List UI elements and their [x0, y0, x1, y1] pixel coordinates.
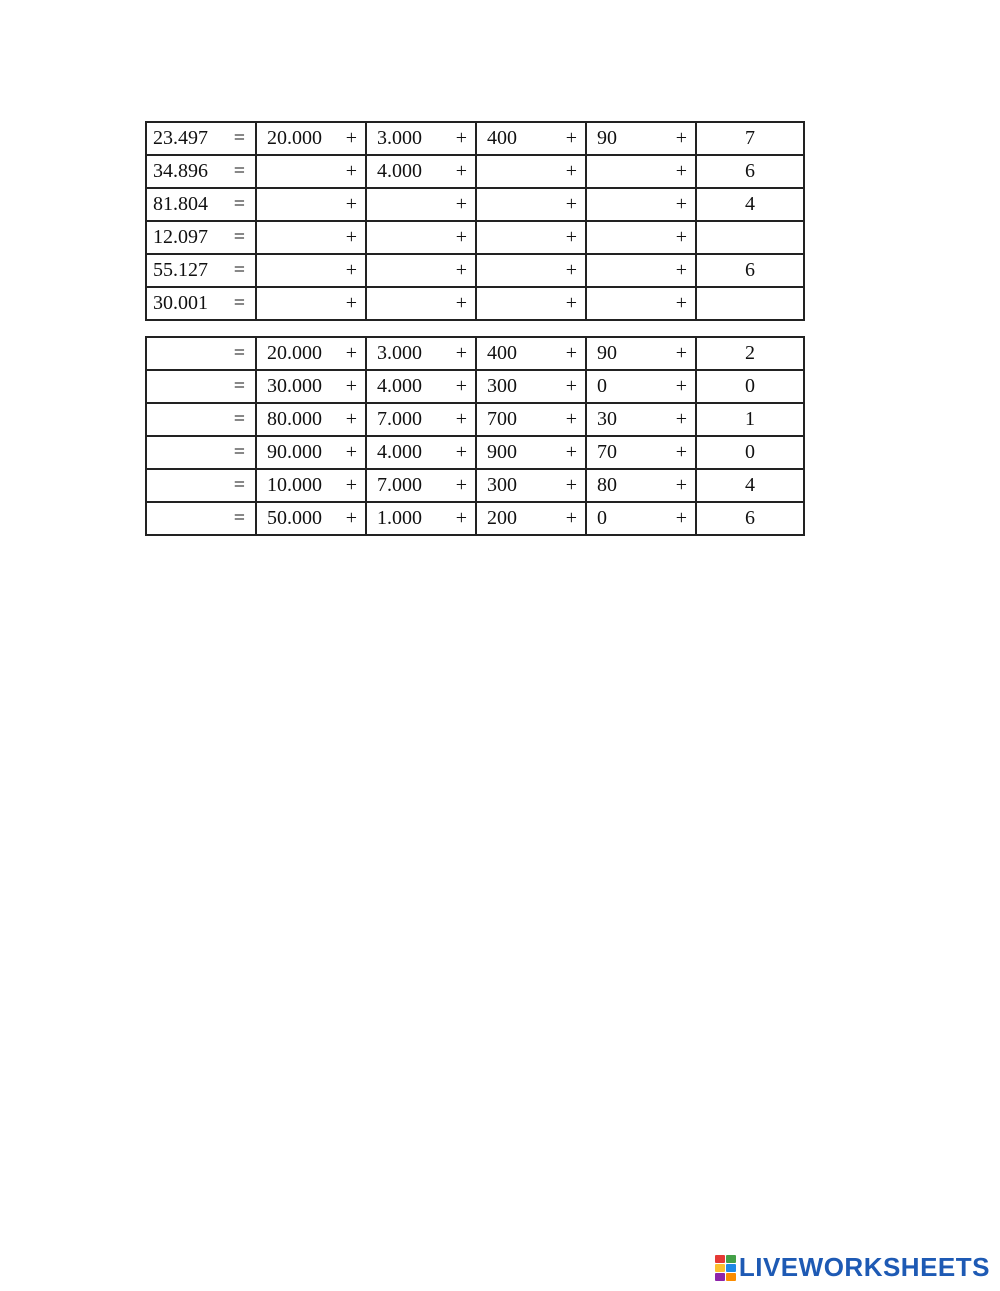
equals-sign: = — [233, 160, 245, 182]
place-value-cell[interactable] — [476, 403, 586, 436]
plus-sign: + — [455, 259, 467, 281]
place-value-cell[interactable] — [256, 188, 366, 221]
place-value-cell[interactable] — [366, 254, 476, 287]
plus-sign: + — [455, 193, 467, 215]
plus-sign: + — [675, 160, 687, 182]
equals-sign: = — [233, 474, 245, 496]
logo-square — [715, 1264, 725, 1272]
plus-sign: + — [455, 474, 467, 496]
decomposition-table-2 — [145, 336, 805, 536]
plus-sign: + — [565, 474, 577, 496]
plus-sign: + — [345, 193, 357, 215]
table-row — [146, 155, 804, 188]
plus-sign: + — [345, 226, 357, 248]
equals-sign: = — [233, 193, 245, 215]
place-value: 90.000 — [267, 441, 322, 463]
place-value-cell[interactable] — [256, 221, 366, 254]
equals-sign: = — [233, 127, 245, 149]
equals-sign: = — [233, 441, 245, 463]
units-cell: 0 — [696, 436, 804, 469]
units-cell: 6 — [696, 254, 804, 287]
place-value: 90 — [597, 342, 617, 364]
place-value: 300 — [487, 375, 517, 397]
place-value: 20.000 — [267, 342, 322, 364]
equals-sign: = — [233, 259, 245, 281]
place-value-cell[interactable] — [366, 155, 476, 188]
place-value-cell[interactable] — [366, 287, 476, 320]
place-value: 70 — [597, 441, 617, 463]
equals-sign: = — [233, 375, 245, 397]
place-value-cell[interactable] — [586, 370, 696, 403]
place-value-cell[interactable] — [366, 502, 476, 535]
place-value: 20.000 — [267, 127, 322, 149]
place-value-cell[interactable] — [586, 502, 696, 535]
plus-sign: + — [675, 375, 687, 397]
plus-sign: + — [455, 507, 467, 529]
table-row — [146, 502, 804, 535]
place-value: 7.000 — [377, 408, 422, 430]
number-cell — [146, 403, 256, 436]
place-value-cell[interactable] — [476, 188, 586, 221]
place-value: 80.000 — [267, 408, 322, 430]
place-value-cell[interactable] — [256, 469, 366, 502]
place-value-cell[interactable] — [586, 254, 696, 287]
plus-sign: + — [675, 507, 687, 529]
place-value: 1.000 — [377, 507, 422, 529]
plus-sign: + — [675, 441, 687, 463]
units-cell — [696, 287, 804, 320]
table-row — [146, 469, 804, 502]
place-value: 400 — [487, 342, 517, 364]
place-value-cell[interactable] — [366, 188, 476, 221]
table-gap — [145, 321, 803, 336]
table-row — [146, 254, 804, 287]
logo-square — [715, 1273, 725, 1281]
units-cell: 4 — [696, 188, 804, 221]
place-value: 4.000 — [377, 375, 422, 397]
units-cell: 6 — [696, 502, 804, 535]
place-value-cell[interactable] — [476, 122, 586, 155]
place-value-cell[interactable] — [586, 188, 696, 221]
place-value-cell[interactable] — [476, 436, 586, 469]
place-value-cell[interactable] — [366, 469, 476, 502]
plus-sign: + — [565, 507, 577, 529]
table-row — [146, 436, 804, 469]
plus-sign: + — [455, 226, 467, 248]
plus-sign: + — [345, 441, 357, 463]
place-value-cell[interactable] — [256, 436, 366, 469]
number-cell — [146, 436, 256, 469]
plus-sign: + — [565, 408, 577, 430]
plus-sign: + — [675, 408, 687, 430]
place-value-cell[interactable] — [366, 337, 476, 370]
number-value: 81.804 — [153, 193, 208, 215]
units-cell: 1 — [696, 403, 804, 436]
place-value: 4.000 — [377, 160, 422, 182]
place-value-cell[interactable] — [586, 337, 696, 370]
place-value-cell[interactable] — [476, 221, 586, 254]
units-cell: 0 — [696, 370, 804, 403]
place-value-cell[interactable] — [366, 370, 476, 403]
plus-sign: + — [675, 292, 687, 314]
number-value: 12.097 — [153, 226, 208, 248]
place-value-cell[interactable] — [256, 337, 366, 370]
place-value: 3.000 — [377, 342, 422, 364]
plus-sign: + — [345, 375, 357, 397]
place-value: 400 — [487, 127, 517, 149]
place-value: 200 — [487, 507, 517, 529]
place-value-cell[interactable] — [586, 436, 696, 469]
place-value-cell[interactable] — [586, 287, 696, 320]
logo-square — [715, 1255, 725, 1263]
plus-sign: + — [455, 127, 467, 149]
units-cell: 2 — [696, 337, 804, 370]
place-value-cell[interactable] — [366, 436, 476, 469]
plus-sign: + — [675, 342, 687, 364]
brand-name: LIVEWORKSHEETS — [738, 1252, 990, 1282]
plus-sign: + — [345, 474, 357, 496]
number-cell — [146, 122, 256, 155]
units-cell: 7 — [696, 122, 804, 155]
place-value-cell[interactable] — [586, 155, 696, 188]
units-cell: 4 — [696, 469, 804, 502]
place-value: 0 — [597, 507, 607, 529]
place-value: 4.000 — [377, 441, 422, 463]
place-value-cell[interactable] — [476, 287, 586, 320]
plus-sign: + — [675, 127, 687, 149]
logo-square — [726, 1273, 736, 1281]
equals-sign: = — [233, 408, 245, 430]
table-row — [146, 122, 804, 155]
place-value: 700 — [487, 408, 517, 430]
plus-sign: + — [565, 226, 577, 248]
plus-sign: + — [345, 259, 357, 281]
number-cell — [146, 502, 256, 535]
place-value-cell[interactable] — [476, 502, 586, 535]
equals-sign: = — [233, 292, 245, 314]
table-row — [146, 403, 804, 436]
plus-sign: + — [345, 342, 357, 364]
place-value-cell[interactable] — [476, 254, 586, 287]
place-value-cell[interactable] — [256, 370, 366, 403]
logo-square — [726, 1264, 736, 1272]
number-value: 55.127 — [153, 259, 208, 281]
place-value: 7.000 — [377, 474, 422, 496]
place-value: 3.000 — [377, 127, 422, 149]
liveworksheets-logo-icon — [715, 1255, 735, 1281]
place-value-cell[interactable] — [256, 403, 366, 436]
plus-sign: + — [675, 226, 687, 248]
number-cell — [146, 155, 256, 188]
plus-sign: + — [565, 292, 577, 314]
plus-sign: + — [565, 259, 577, 281]
plus-sign: + — [565, 193, 577, 215]
plus-sign: + — [565, 342, 577, 364]
place-value-cell[interactable] — [586, 469, 696, 502]
table-row — [146, 287, 804, 320]
place-value: 50.000 — [267, 507, 322, 529]
number-value: 34.896 — [153, 160, 208, 182]
place-value-cell[interactable] — [256, 502, 366, 535]
place-value-cell[interactable] — [586, 221, 696, 254]
plus-sign: + — [345, 160, 357, 182]
number-cell — [146, 370, 256, 403]
place-value: 10.000 — [267, 474, 322, 496]
table-row — [146, 221, 804, 254]
plus-sign: + — [455, 441, 467, 463]
place-value: 90 — [597, 127, 617, 149]
plus-sign: + — [455, 408, 467, 430]
place-value-cell[interactable] — [256, 122, 366, 155]
plus-sign: + — [455, 160, 467, 182]
plus-sign: + — [675, 474, 687, 496]
table-row — [146, 370, 804, 403]
number-value: 23.497 — [153, 127, 208, 149]
number-cell — [146, 337, 256, 370]
decomposition-table-1 — [145, 121, 805, 321]
plus-sign: + — [345, 507, 357, 529]
plus-sign: + — [455, 342, 467, 364]
place-value-cell[interactable] — [256, 155, 366, 188]
number-cell — [146, 188, 256, 221]
number-cell — [146, 287, 256, 320]
liveworksheets-brand — [715, 1252, 990, 1283]
units-cell — [696, 221, 804, 254]
place-value-cell[interactable] — [476, 337, 586, 370]
place-value-cell[interactable] — [476, 155, 586, 188]
place-value-cell[interactable] — [476, 370, 586, 403]
place-value-cell[interactable] — [256, 287, 366, 320]
number-cell — [146, 221, 256, 254]
number-cell — [146, 469, 256, 502]
units-cell: 6 — [696, 155, 804, 188]
number-value: 30.001 — [153, 292, 208, 314]
plus-sign: + — [345, 127, 357, 149]
plus-sign: + — [345, 408, 357, 430]
place-value: 300 — [487, 474, 517, 496]
equals-sign: = — [233, 342, 245, 364]
place-value-cell[interactable] — [586, 403, 696, 436]
place-value-cell[interactable] — [256, 254, 366, 287]
plus-sign: + — [675, 193, 687, 215]
place-value: 900 — [487, 441, 517, 463]
plus-sign: + — [675, 259, 687, 281]
place-value: 80 — [597, 474, 617, 496]
logo-square — [726, 1255, 736, 1263]
place-value: 30.000 — [267, 375, 322, 397]
plus-sign: + — [565, 160, 577, 182]
equals-sign: = — [233, 507, 245, 529]
plus-sign: + — [455, 375, 467, 397]
place-value-cell[interactable] — [586, 122, 696, 155]
plus-sign: + — [565, 127, 577, 149]
plus-sign: + — [455, 292, 467, 314]
place-value: 0 — [597, 375, 607, 397]
plus-sign: + — [345, 292, 357, 314]
table-row — [146, 188, 804, 221]
place-value: 30 — [597, 408, 617, 430]
equals-sign: = — [233, 226, 245, 248]
place-value-cell[interactable] — [366, 122, 476, 155]
place-value-cell[interactable] — [366, 403, 476, 436]
plus-sign: + — [565, 441, 577, 463]
place-value-cell[interactable] — [366, 221, 476, 254]
worksheet-content — [145, 121, 803, 536]
table-row — [146, 337, 804, 370]
place-value-cell[interactable] — [476, 469, 586, 502]
plus-sign: + — [565, 375, 577, 397]
number-cell — [146, 254, 256, 287]
